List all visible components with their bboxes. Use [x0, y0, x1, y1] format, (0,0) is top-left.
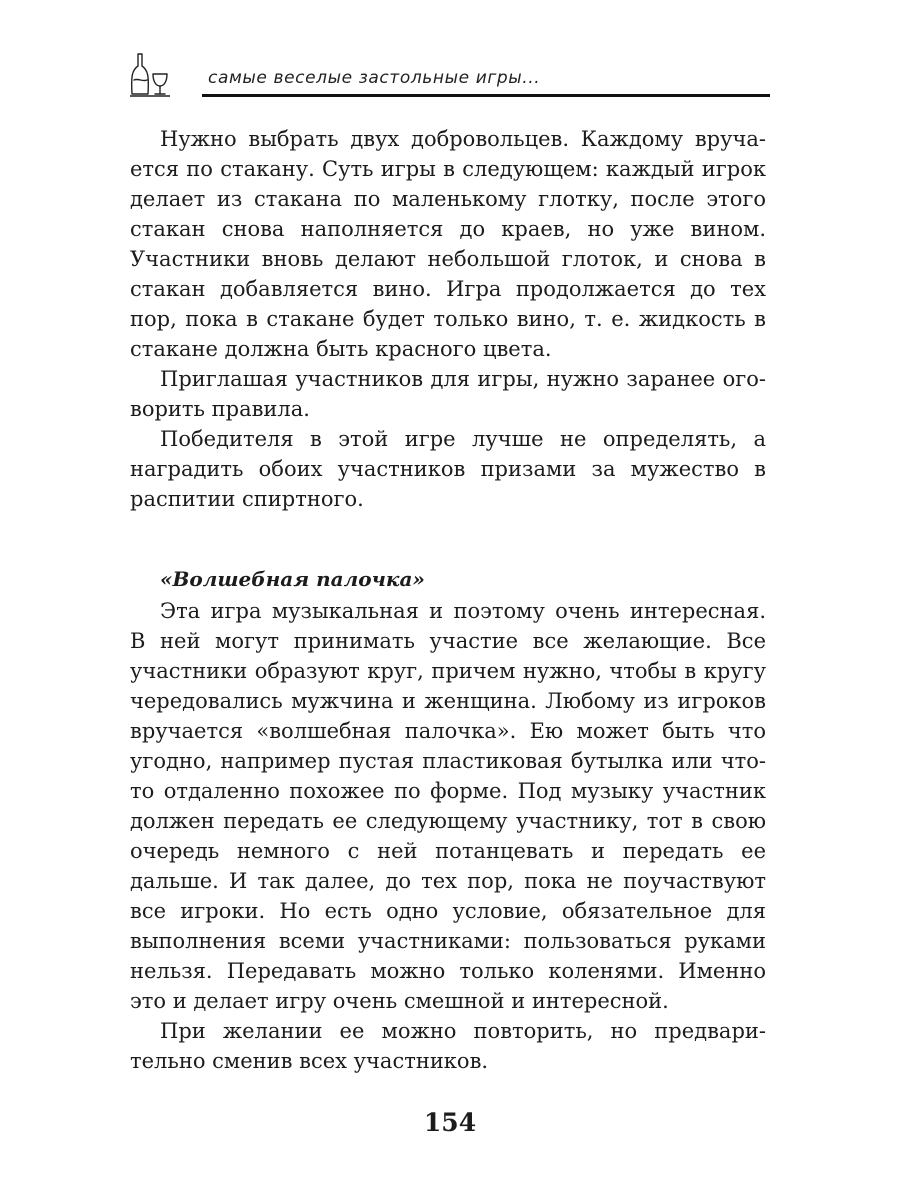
running-header-title: самые веселые застольные игры... [208, 68, 541, 88]
body-paragraph: Приглашая участников для игры, нужно заранее оговорить правила. [130, 367, 766, 421]
bottle-and-glass-icon [130, 52, 170, 98]
section-heading: «Волшебная палочка» [160, 567, 425, 591]
body-paragraph: Победителя в этой игре лучше не определять, а наградить обоих участников призами за мужество в распитии спиртного. [130, 427, 766, 511]
header-divider [202, 94, 770, 97]
body-paragraph: Эта игра музыкальная и поэтому очень интересная. В ней могут принимать участие все желающие. Все участники образуют круг, причем нужно, чтобы в кругу чередовались мужчина и женщина. Любому из игроков вручается «волшебная палочка». Ею может быть что угодно, например пустая пластиковая бутылка или что-то отдаленно похожее по форме. Под музыку участник должен передать ее следующему участнику, тот в свою очередь немного с ней потанцевать и передать ее дальше. И так далее, до тех пор, пока не поучаствуют все игроки. Но есть одно условие, обязательное для выполнения всеми участниками: пользоваться руками нельзя. Передавать можно только коленями. Именно это и делает игру очень смешной и интересной. [130, 599, 766, 1013]
body-paragraph: При желании ее можно повторить, но предварительно сменив всех участников. [130, 1019, 766, 1073]
page-number: 154 [423, 1108, 477, 1137]
body-paragraph: Нужно выбрать двух добровольцев. Каждому вручается по стакану. Суть игры в следующем: каждый игрок делает из стакана по маленькому глотку, после этого стакан снова наполняется до краев, но уже вином. Участники вновь делают небольшой глоток, и снова в стакан добавляется вино. Игра продолжается до тех пор, пока в стакане будет только вино, т. е. жидкость в стакане должна быть красного цвета. [130, 127, 766, 361]
running-header [130, 52, 770, 100]
page-body [130, 124, 766, 1076]
